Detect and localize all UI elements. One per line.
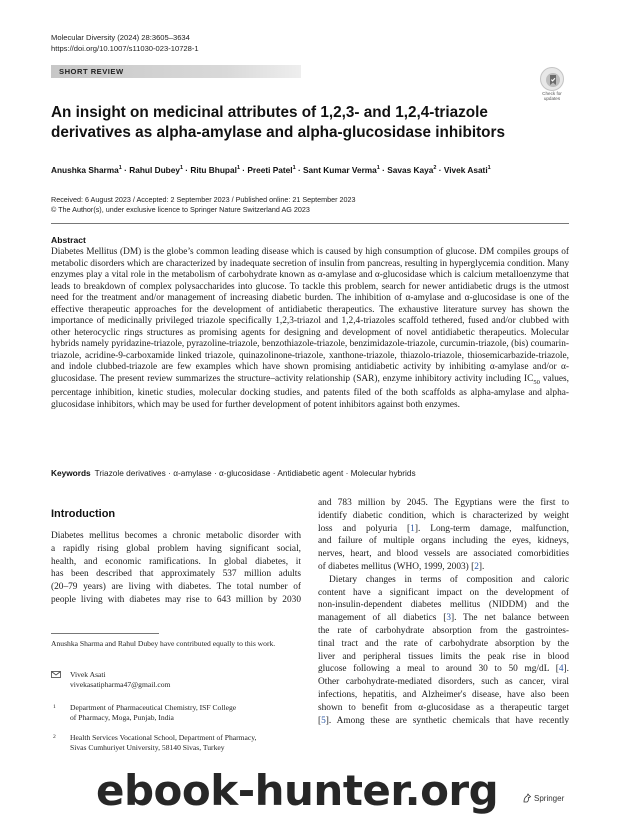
introduction-left-column [51,530,301,607]
text-line: content have a significant impact on the development of [318,587,569,598]
affiliation-line: Department of Pharmaceutical Chemistry, ISF College [70,703,237,712]
text-line: Other carbohydrate-mediated disorders, such as cancer, viral [318,677,569,688]
check-for-updates-label: Check for updates [542,91,562,102]
text-line: liver and peripheral tissues limits the peak rise in blood [318,651,569,662]
text-line: identify diabetic condition, which is characterized by weight [318,510,569,521]
bookmark-icon [540,67,564,91]
keywords-label: Keywords [51,468,91,478]
affiliation-line: of Pharmacy, Moga, Punjab, India [70,713,174,723]
author-affiliation-mark: 1 [236,165,240,172]
author-name[interactable]: Ritu Bhupal [190,165,237,175]
author-name[interactable]: Anushka Sharma [51,165,119,175]
author-affiliation-mark: 1 [118,165,122,172]
footnote-divider [51,633,159,634]
title-line-2: derivatives as alpha-amylase and alpha-glucosidase inhibitors [51,124,505,141]
citation-link[interactable]: 1 [410,523,415,534]
author-affiliation-mark: 2 [433,165,437,172]
doi-link[interactable]: https://doi.org/10.1007/s11030-023-10728-1 [51,44,199,53]
mail-icon [51,671,61,678]
text-line: and failure of multiple organs including the eyes, kidneys, [318,536,569,547]
corresponding-author-email[interactable]: vivekasatipharma47@gmail.com [70,680,171,690]
text-line: infections, hepatitis, and Alzheimer's disease, have also been [318,689,569,700]
watermark: ebook-hunter.org [96,766,499,815]
affiliation-line: Health Services Vocational School, Department of Pharmacy, [70,733,257,742]
author-affiliation-mark: 1 [487,165,491,172]
check-for-updates-button[interactable] [536,67,568,101]
citation-link[interactable]: 2 [474,561,479,572]
author-name[interactable]: Sant Kumar Verma [303,165,377,175]
text-line: (20–79 years) are living with diabetes. The total number of [51,582,301,593]
affiliation-line: Sivas Cumhuriyet University, 58140 Sivas, Turkey [70,743,225,753]
journal-info [51,32,351,54]
author-affiliation-mark: 1 [292,165,296,172]
text-line: [5]. Among these are synthetic chemicals that have recently [318,715,569,726]
history-dates: Received: 6 August 2023 / Accepted: 2 September 2023 / Published online: 21 September 2023 [51,195,356,204]
header-divider [51,223,569,224]
text-line: loss and polyuria [1]. Long-term damage, malfunction, [318,523,569,534]
text-line: management of all diabetics [3]. The net balance between [318,613,569,624]
text-line: and 783 million by 2045. The Egyptians were the first to [318,498,569,508]
corresponding-author-name: Vivek Asati [70,670,106,679]
author-name[interactable]: Preeti Patel [247,165,293,175]
author-name[interactable]: Rahul Dubey [129,165,180,175]
text-line: shown to benefit from α-glucosidase as a therapeutic target [318,702,569,713]
publication-dates [51,195,571,215]
abstract-heading: Abstract [51,235,86,245]
text-line: glucose following a meal to around 30 to 50 mg/dL [4]. [318,664,569,675]
citation-link[interactable]: 4 [558,664,564,675]
author-name[interactable]: Vivek Asati [443,165,488,175]
text-line: health, and economic ramifications. In global diabetes, it [51,556,301,567]
citation-link[interactable]: 5 [321,715,326,726]
text-line: has been described that approximately 537 million adults [51,569,301,580]
copyright-line: © The Author(s), under exclusive licence to Springer Nature Switzerland AG 2023 [51,205,310,214]
text-line: people living with diabetes may rise to 643 million by 2030 [51,594,301,605]
citation-link[interactable]: 3 [446,613,451,624]
text-line: Dietary changes in terms of composition and caloric [329,574,569,585]
introduction-right-column [318,497,569,727]
title-line-1: An insight on medicinal attributes of 1,2,3- and 1,2,4-triazole [51,104,488,121]
abstract-text: Diabetes Mellitus (DM) is the globe’s common leading disease which is caused by high consumption of glucose. DM compiles groups of metabolic disorders which are characterized by inadequate secretion of insulin from pancreas, resulting in hyperglycemia condition. Many enzymes play a vital role in the metabolism of carbohydrate known as α-amylase and α-glucosidase which is calcium metalloenzyme that leads to breakdown of complex polysaccharides into glucose. To tackle this problem, search for newer antidiabetic drugs is the utmost need for the treatment and/or management of increasing diabetic burden. The inhibition of α-amylase and α-glucosidase is one of the effective therapeutic approaches for the development of antidiabetic therapeutics. The exhaustive literature survey has shown the importance of medicinally privileged triazole specifically 1,2,3-triazol and 1,2,4-triazoles scaffold tethered, fused and/or clubbed with other heterocyclic rings structures as promising agents for designing and development of novel antidiabetic therapeutics. Molecular hybrids namely pyridazine-triazole, pyrazoline-triazole, benzothiazole-triazole, benzimidazole-triazole, curcumin-triazole, (bis) coumarin-triazole, acridine-9-carboxamide linked triazole, quinazolinone-triazole, xanthone-triazole, thiazolo-triazole, thiosemicarbazide-triazole, and indole clubbed-triazole are few examples which have shown promising antidiabetic activity by inhibiting α-amylase and/or α-glucosidase. The present review summarizes the structure–activity relationship (SAR), enzyme inhibitory activity including $IC_{50}$ values, percentage inhibition, kinetic studies, molecular docking studies, and patents filed of the both scaffolds as alpha-amylase and alpha-glucosidase inhibitors, which may be used for further development of potent inhibitors against both enzymes. [51,247,570,410]
text-line: tinal tract and the rate of carbohydrate absorption by the [318,638,569,649]
introduction-heading: Introduction [51,508,116,520]
text-line: of diabetes mellitus (WHO, 1999, 2003) [2]. [318,561,485,572]
journal-citation: Molecular Diversity (2024) 28:3605–3634 [51,33,190,42]
text-line: Diabetes mellitus becomes a chronic metabolic disorder with [51,531,301,541]
contribution-note: Anushka Sharma and Rahul Dubey have contributed equally to this work. [51,639,276,648]
keywords [51,468,569,478]
section-label-bar [51,65,301,78]
affiliation-number: 2 [53,734,56,740]
article-title [51,103,521,143]
author-affiliation-mark: 1 [376,165,380,172]
section-label: SHORT REVIEW [59,67,124,76]
text-line: non-insulin-dependent diabetes mellitus (NIDDM) and the [318,600,569,611]
ic50-subscript: 50 [533,378,540,386]
text-line: nerves, heart, and blood vessels are associated comorbidities [318,549,569,560]
text-line: a rapidly rising global problem having significant social, [51,543,301,554]
text-line: the rate of carbohydrate absorption from the gastrointes- [318,625,569,636]
author-name[interactable]: Savas Kaya [387,165,434,175]
affiliation-number: 1 [53,704,56,710]
publisher-name: Springer [534,794,565,803]
author-list: Anushka Sharma$^1$ · Rahul Dubey$^1$ · Ritu Bhupal$^1$ · Preeti Patel$^1$ · Sant Kumar Verma$^1$ · Savas Kaya$^2$ · Vivek Asati$^1$ [51,165,491,175]
keywords-list: Triazole derivatives · α-amylase · α-glucosidase · Antidiabetic agent · Molecular hybrids [94,468,416,478]
author-affiliation-mark: 1 [179,165,183,172]
